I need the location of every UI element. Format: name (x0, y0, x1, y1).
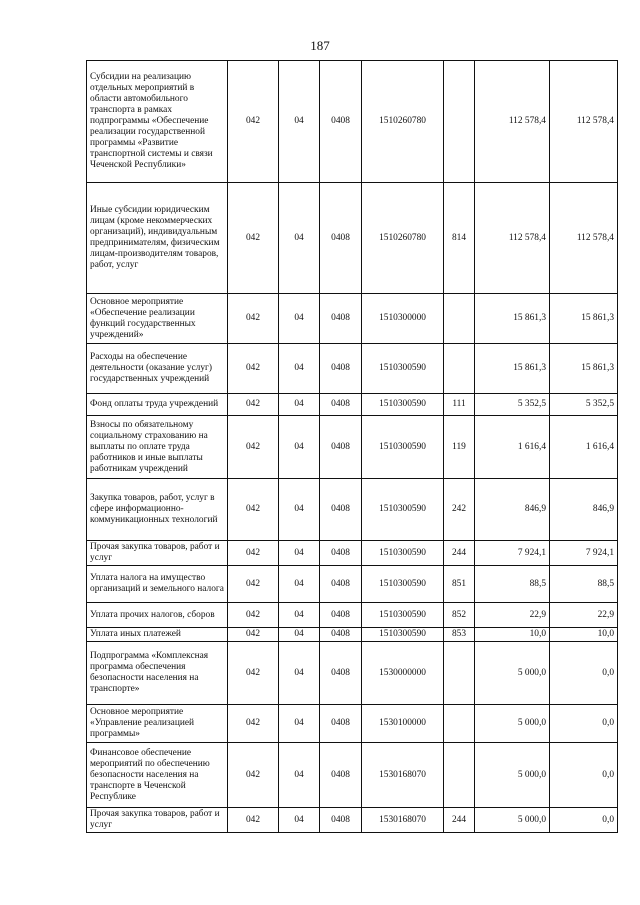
admin-code-cell: 042 (228, 541, 279, 566)
expense-name-cell: Финансовое обеспечение мероприятий по обеспечению безопасности населения на транспорте в Чеченской Республике (87, 743, 228, 808)
admin-code-cell: 042 (228, 603, 279, 628)
target-article-cell: 1510300590 (362, 344, 444, 394)
expense-name-cell: Фонд оплаты труда учреждений (87, 394, 228, 416)
expense-name-cell: Взносы по обязательному социальному страхованию на выплаты по оплате труда работников и иные выплаты работникам учреждений (87, 416, 228, 479)
table-row (87, 541, 618, 566)
admin-code-cell: 042 (228, 808, 279, 833)
section-code-cell: 04 (279, 808, 320, 833)
subsection-code-cell: 0408 (320, 61, 362, 183)
expense-name-cell: Расходы на обеспечение деятельности (оказание услуг) государственных учреждений (87, 344, 228, 394)
expense-type-cell (444, 642, 475, 705)
subsection-code-cell: 0408 (320, 808, 362, 833)
table-body (87, 61, 618, 833)
amount-cell-2: 0,0 (550, 705, 618, 743)
amount-cell: 5 000,0 (475, 743, 550, 808)
amount-cell-2: 88,5 (550, 566, 618, 603)
table-row (87, 183, 618, 294)
target-article-cell: 1530100000 (362, 705, 444, 743)
expense-name-cell: Уплата иных платежей (87, 628, 228, 642)
amount-cell: 5 000,0 (475, 808, 550, 833)
amount-cell: 846,9 (475, 479, 550, 541)
amount-cell-2: 0,0 (550, 808, 618, 833)
target-article-cell: 1510260780 (362, 61, 444, 183)
expense-name-cell: Основное мероприятие «Управление реализацией программы» (87, 705, 228, 743)
admin-code-cell: 042 (228, 642, 279, 705)
amount-cell: 15 861,3 (475, 344, 550, 394)
expense-type-cell: 814 (444, 183, 475, 294)
section-code-cell: 04 (279, 628, 320, 642)
expense-type-cell: 244 (444, 541, 475, 566)
subsection-code-cell: 0408 (320, 541, 362, 566)
target-article-cell: 1510300590 (362, 541, 444, 566)
table-row (87, 566, 618, 603)
table-row (87, 479, 618, 541)
subsection-code-cell: 0408 (320, 628, 362, 642)
subsection-code-cell: 0408 (320, 603, 362, 628)
table-row (87, 642, 618, 705)
amount-cell: 5 352,5 (475, 394, 550, 416)
section-code-cell: 04 (279, 61, 320, 183)
expense-name-cell: Подпрограмма «Комплексная программа обеспечения безопасности населения на транспорте» (87, 642, 228, 705)
admin-code-cell: 042 (228, 416, 279, 479)
amount-cell-2: 10,0 (550, 628, 618, 642)
expense-type-cell (444, 743, 475, 808)
target-article-cell: 1510300590 (362, 603, 444, 628)
section-code-cell: 04 (279, 541, 320, 566)
amount-cell: 5 000,0 (475, 705, 550, 743)
expense-type-cell: 852 (444, 603, 475, 628)
target-article-cell: 1510300590 (362, 416, 444, 479)
section-code-cell: 04 (279, 603, 320, 628)
expense-name-cell: Прочая закупка товаров, работ и услуг (87, 541, 228, 566)
expense-name-cell: Уплата прочих налогов, сборов (87, 603, 228, 628)
amount-cell-2: 846,9 (550, 479, 618, 541)
section-code-cell: 04 (279, 566, 320, 603)
page-number: 187 (310, 38, 330, 53)
table-row (87, 628, 618, 642)
table-row (87, 743, 618, 808)
admin-code-cell: 042 (228, 628, 279, 642)
amount-cell-2: 1 616,4 (550, 416, 618, 479)
section-code-cell: 04 (279, 743, 320, 808)
subsection-code-cell: 0408 (320, 566, 362, 603)
admin-code-cell: 042 (228, 294, 279, 344)
subsection-code-cell: 0408 (320, 394, 362, 416)
amount-cell: 112 578,4 (475, 61, 550, 183)
section-code-cell: 04 (279, 705, 320, 743)
amount-cell-2: 22,9 (550, 603, 618, 628)
expense-type-cell: 853 (444, 628, 475, 642)
target-article-cell: 1510300000 (362, 294, 444, 344)
expense-type-cell (444, 705, 475, 743)
amount-cell-2: 112 578,4 (550, 183, 618, 294)
expense-type-cell: 119 (444, 416, 475, 479)
amount-cell: 1 616,4 (475, 416, 550, 479)
expense-name-cell: Уплата налога на имущество организаций и земельного налога (87, 566, 228, 603)
amount-cell: 15 861,3 (475, 294, 550, 344)
admin-code-cell: 042 (228, 344, 279, 394)
expense-type-cell: 851 (444, 566, 475, 603)
target-article-cell: 1510300590 (362, 566, 444, 603)
amount-cell-2: 15 861,3 (550, 294, 618, 344)
expense-type-cell: 242 (444, 479, 475, 541)
admin-code-cell: 042 (228, 566, 279, 603)
expense-type-cell (444, 344, 475, 394)
table-row (87, 294, 618, 344)
section-code-cell: 04 (279, 394, 320, 416)
target-article-cell: 1510300590 (362, 628, 444, 642)
admin-code-cell: 042 (228, 61, 279, 183)
amount-cell-2: 0,0 (550, 743, 618, 808)
target-article-cell: 1530000000 (362, 642, 444, 705)
section-code-cell: 04 (279, 294, 320, 344)
table-row (87, 394, 618, 416)
expense-name-cell: Закупка товаров, работ, услуг в сфере информационно-коммуникационных технологий (87, 479, 228, 541)
budget-table (86, 60, 618, 833)
section-code-cell: 04 (279, 479, 320, 541)
target-article-cell: 1510260780 (362, 183, 444, 294)
admin-code-cell: 042 (228, 394, 279, 416)
table-row (87, 705, 618, 743)
amount-cell-2: 0,0 (550, 642, 618, 705)
admin-code-cell: 042 (228, 705, 279, 743)
expense-name-cell: Прочая закупка товаров, работ и услуг (87, 808, 228, 833)
amount-cell: 22,9 (475, 603, 550, 628)
section-code-cell: 04 (279, 344, 320, 394)
table-row (87, 416, 618, 479)
expense-type-cell (444, 294, 475, 344)
table-row (87, 61, 618, 183)
subsection-code-cell: 0408 (320, 479, 362, 541)
subsection-code-cell: 0408 (320, 344, 362, 394)
subsection-code-cell: 0408 (320, 743, 362, 808)
subsection-code-cell: 0408 (320, 642, 362, 705)
amount-cell-2: 7 924,1 (550, 541, 618, 566)
amount-cell-2: 112 578,4 (550, 61, 618, 183)
admin-code-cell: 042 (228, 479, 279, 541)
expense-type-cell: 111 (444, 394, 475, 416)
expense-name-cell: Субсидии на реализацию отдельных мероприятий в области автомобильного транспорта в рамках подпрограммы «Обеспечение реализации государственной программы «Развитие транспортной системы и связи Чеченской Республики» (87, 61, 228, 183)
expense-type-cell (444, 61, 475, 183)
admin-code-cell: 042 (228, 743, 279, 808)
amount-cell: 10,0 (475, 628, 550, 642)
target-article-cell: 1530168070 (362, 808, 444, 833)
amount-cell-2: 15 861,3 (550, 344, 618, 394)
amount-cell-2: 5 352,5 (550, 394, 618, 416)
subsection-code-cell: 0408 (320, 294, 362, 344)
section-code-cell: 04 (279, 183, 320, 294)
admin-code-cell: 042 (228, 183, 279, 294)
table-row (87, 808, 618, 833)
table-row (87, 603, 618, 628)
expense-name-cell: Иные субсидии юридическим лицам (кроме некоммерческих организаций), индивидуальным предпринимателям, физическим лицам-производителям товаров, работ, услуг (87, 183, 228, 294)
target-article-cell: 1510300590 (362, 479, 444, 541)
amount-cell: 5 000,0 (475, 642, 550, 705)
section-code-cell: 04 (279, 642, 320, 705)
expense-type-cell: 244 (444, 808, 475, 833)
subsection-code-cell: 0408 (320, 705, 362, 743)
amount-cell: 7 924,1 (475, 541, 550, 566)
expense-name-cell: Основное мероприятие «Обеспечение реализации функций государственных учреждений» (87, 294, 228, 344)
subsection-code-cell: 0408 (320, 183, 362, 294)
amount-cell: 112 578,4 (475, 183, 550, 294)
section-code-cell: 04 (279, 416, 320, 479)
amount-cell: 88,5 (475, 566, 550, 603)
subsection-code-cell: 0408 (320, 416, 362, 479)
target-article-cell: 1510300590 (362, 394, 444, 416)
target-article-cell: 1530168070 (362, 743, 444, 808)
table-row (87, 344, 618, 394)
